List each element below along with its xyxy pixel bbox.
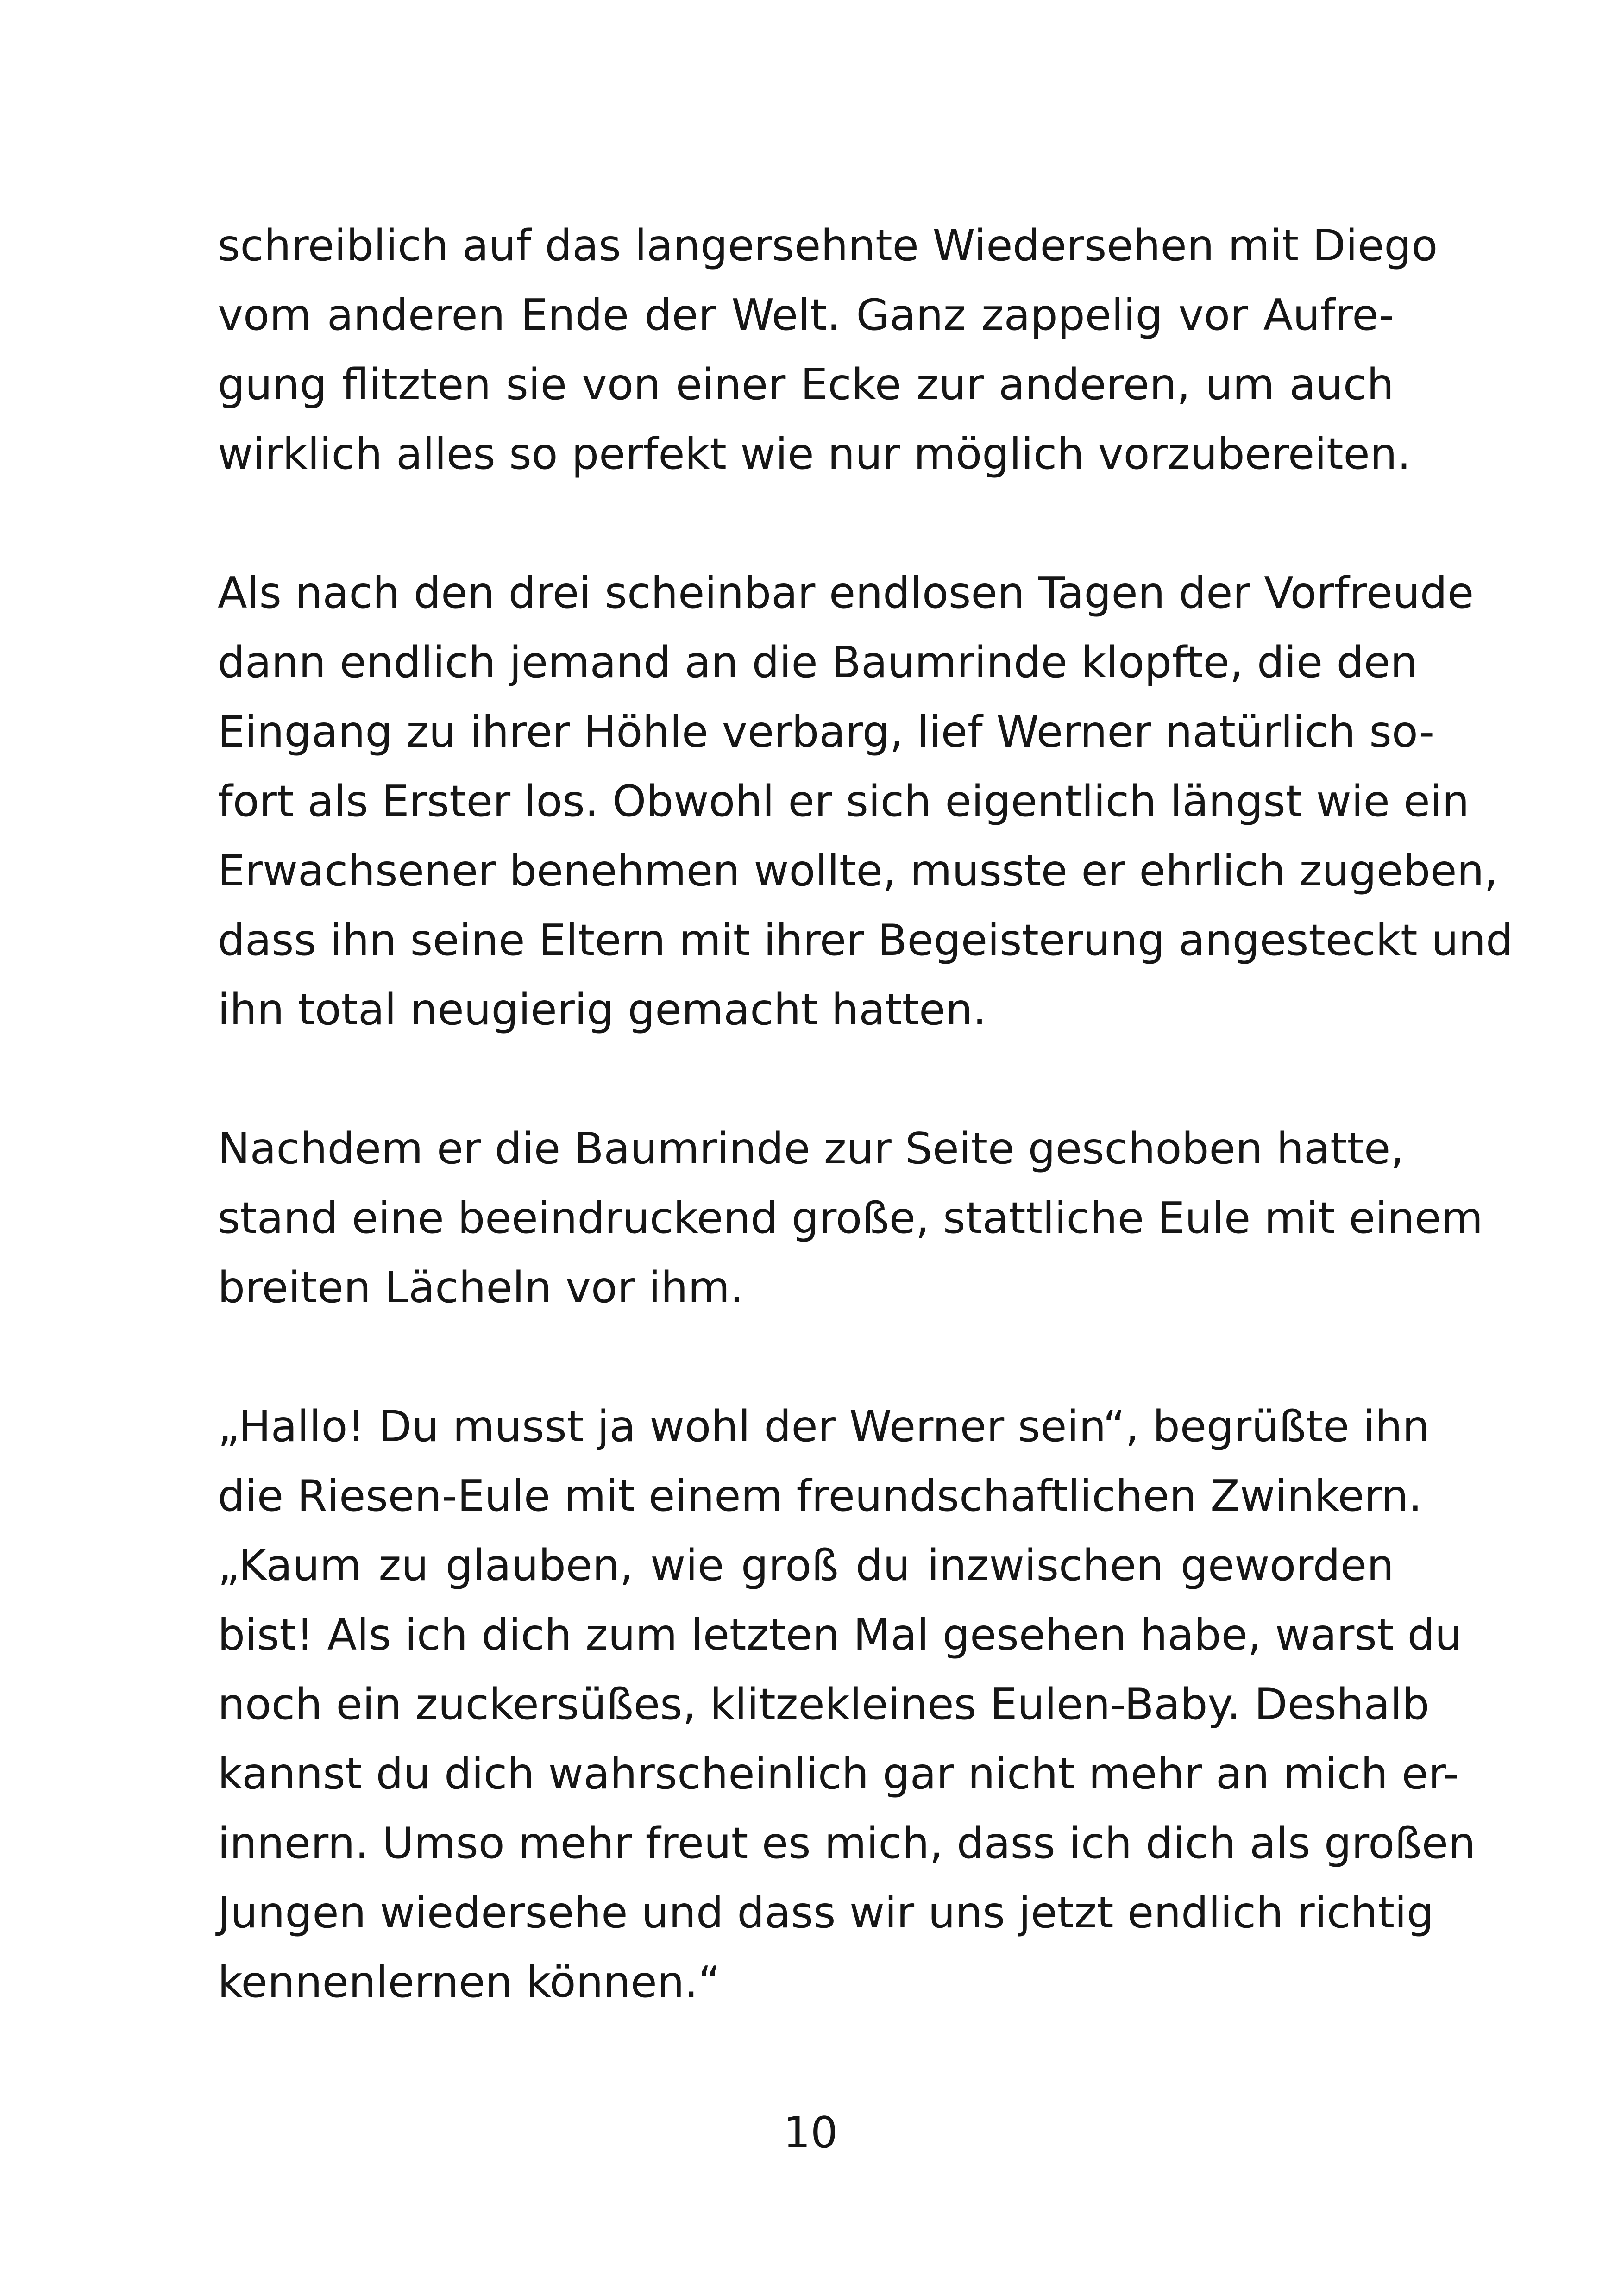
text-line: fort als Erster los. Obwohl er sich eigentlich längst wie ein <box>218 776 1470 826</box>
page-number: 10 <box>783 2108 838 2158</box>
text-line: „Kaum zu glauben, wie groß du inzwischen geworden <box>218 1540 1394 1590</box>
text-line: schreiblich auf das langersehnte Wiedersehen mit Diego <box>218 220 1438 270</box>
paragraph <box>218 1114 1483 1322</box>
text-line: „Hallo! Du musst ja wohl der Werner sein“, begrüßte ihn <box>218 1401 1430 1451</box>
text-line: dass ihn seine Eltern mit ihrer Begeisterung angesteckt und <box>218 915 1514 965</box>
text-line: breiten Lächeln vor ihm. <box>218 1262 744 1312</box>
paragraph <box>218 1392 1476 2017</box>
text-line: Als nach den drei scheinbar endlosen Tagen der Vorfreude <box>218 568 1474 618</box>
text-line: kennenlernen können.“ <box>218 1957 721 2007</box>
text-line: dann endlich jemand an die Baumrinde klopfte, die den <box>218 637 1418 687</box>
text-line: innern. Umso mehr freut es mich, dass ich dich als großen <box>218 1818 1476 1868</box>
paragraph-gap <box>218 1322 1394 1392</box>
body-text <box>218 211 1514 2017</box>
text-line: kannst du dich wahrscheinlich gar nicht mehr an mich er- <box>218 1749 1459 1799</box>
text-line: ihn total neugierig gemacht hatten. <box>218 985 986 1035</box>
text-line: Erwachsener benehmen wollte, musste er ehrlich zugeben, <box>218 846 1498 896</box>
text-line: Jungen wiedersehe und dass wir uns jetzt endlich richtig <box>218 1888 1434 1938</box>
text-line: gung flitzten sie von einer Ecke zur anderen, um auch <box>218 359 1394 409</box>
text-line: die Riesen-Eule mit einem freundschaftlichen Zwinkern. <box>218 1471 1422 1521</box>
text-line: Eingang zu ihrer Höhle verbarg, lief Werner natürlich so- <box>218 707 1435 757</box>
text-line: noch ein zuckersüßes, klitzekleines Eulen-Baby. Deshalb <box>218 1679 1430 1729</box>
text-line: vom anderen Ende der Welt. Ganz zappelig vor Aufre- <box>218 290 1394 340</box>
text-line: Nachdem er die Baumrinde zur Seite geschoben hatte, <box>218 1123 1404 1173</box>
paragraph <box>218 211 1438 489</box>
text-line: stand eine beeindruckend große, stattliche Eule mit einem <box>218 1193 1483 1243</box>
text-line: wirklich alles so perfekt wie nur möglich vorzubereiten. <box>218 429 1411 479</box>
paragraph-gap <box>218 1044 1394 1114</box>
paragraph <box>218 558 1514 1044</box>
paragraph-gap <box>218 489 1394 558</box>
text-line: bist! Als ich dich zum letzten Mal gesehen habe, warst du <box>218 1610 1462 1660</box>
